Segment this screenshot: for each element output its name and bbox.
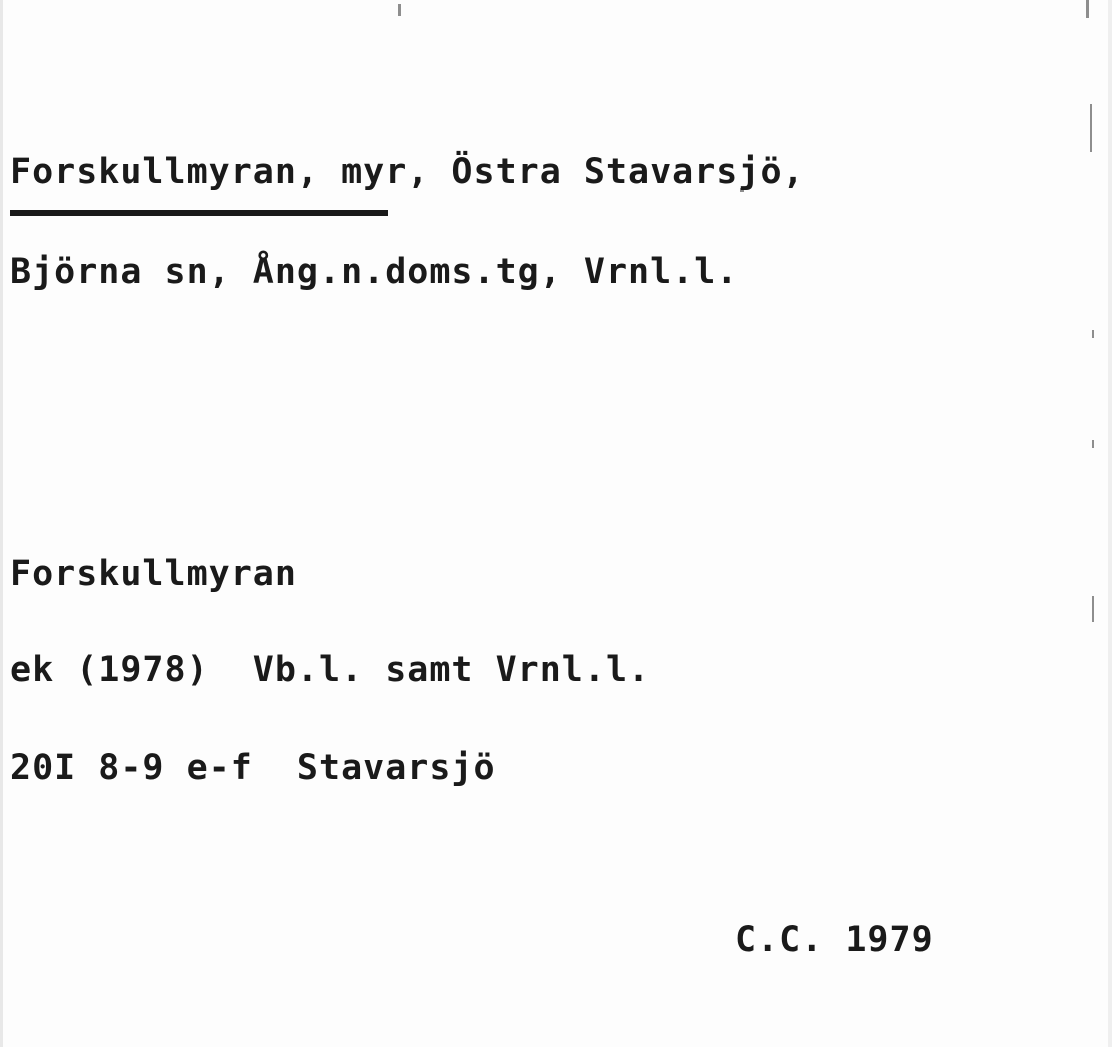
card-left-edge [0,0,3,1047]
signature: C.C. 1979 [735,920,934,960]
scan-speck [1090,104,1092,152]
card-right-edge [1108,0,1112,1047]
location-line: Björna sn, Ång.n.doms.tg, Vrnl.l. [10,252,739,292]
scan-speck [1092,330,1094,338]
source-line: ek (1978) Vb.l. samt Vrnl.l. [10,650,651,690]
scan-speck [1092,440,1094,448]
scan-speck [1086,0,1089,18]
headword-underline [10,210,388,216]
map-reference-line: 20I 8-9 e-f Stavarsjö [10,748,496,788]
scan-speck [1092,596,1094,622]
scan-speck [398,4,401,16]
headword-line: Forskullmyran, myr, Östra Stavarsjö, [10,152,805,192]
entry-name: Forskullmyran [10,554,297,594]
